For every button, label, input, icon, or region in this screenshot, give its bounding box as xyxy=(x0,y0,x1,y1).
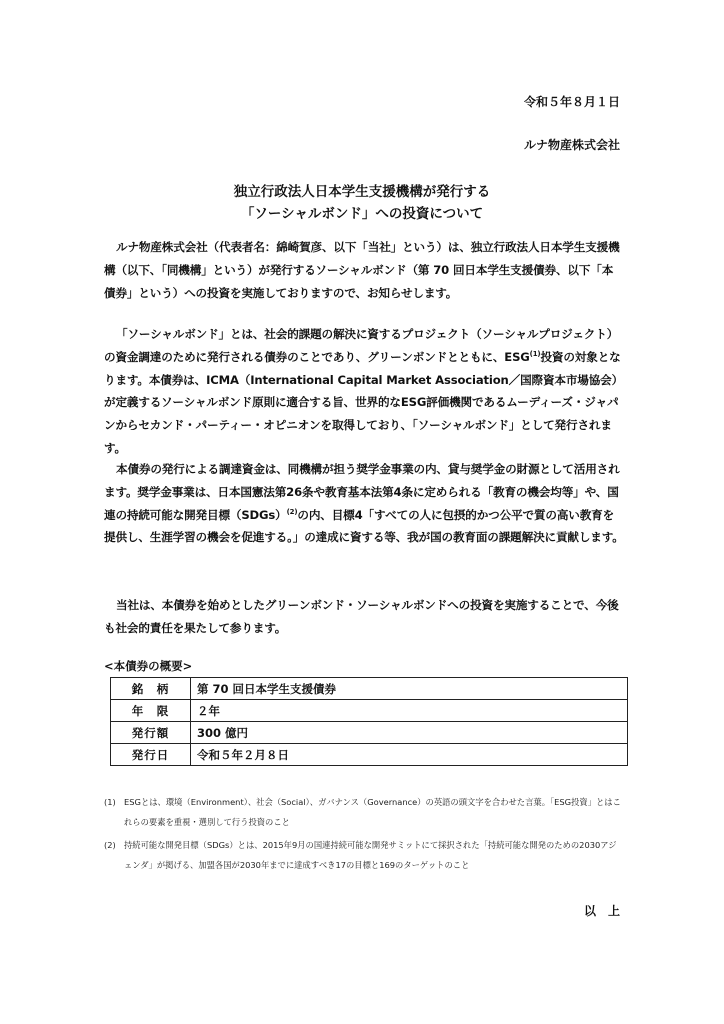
table-row xyxy=(111,700,628,722)
footnote-2 xyxy=(104,835,624,875)
paragraph-use-of-funds-text-a: 本債券の発行による調達資金は、同機構が担う奨学金事業の内、貸与奨学金の財源として活用されます。奨学金事業は、日本国憲法第26条や教育基本法第4条に定められる「教育の機会均等」や、国連の持続可能な開発目標（SDGs） xyxy=(104,462,620,522)
footnote-text: 持続可能な開発目標（SDGs）とは、2015年9月の国連持続可能な開発サミットにて採択された「持続可能な開発のための2030アジェンダ」が掲げる、加盟各国が2030年までに達成すべき17の目標と169のターゲットのこと xyxy=(124,840,617,870)
bond-overview-table xyxy=(110,677,628,766)
table-key: 年 限 xyxy=(111,700,191,722)
table-row xyxy=(111,678,628,700)
paragraph-use-of-funds-text-b: の内、目標4「すべての人に包摂的かつ公平で質の高い教育を提供し、生涯学習の機会を促進する。」の達成に資する等、我が国の教育面の課題解決に貢献します。 xyxy=(104,507,624,545)
title-line-2: 「ソーシャルボンド」への投資について xyxy=(240,206,484,222)
paragraph-social-bond-text-b: 投資の対象となります。本債券は、ICMA（International Capital Market Association／国際資本市場協会）が定義するソーシャルボンド原則に適合する旨、世界的なESG評価機関であるムーディーズ・ジャパンからセカンド・パーティー・オピニオンを取得しており、「ソーシャルボンド」として発行されます。 xyxy=(104,349,624,455)
overview-label: <本債券の概要> xyxy=(104,659,193,673)
table-value: 第 70 回日本学生支援債券 xyxy=(191,678,628,700)
table-value: 令和５年２月８日 xyxy=(191,744,628,766)
title-line-1: 独立行政法人日本学生支援機構が発行する xyxy=(233,184,491,200)
table-key: 銘 柄 xyxy=(111,678,191,700)
table-key: 発行額 xyxy=(111,722,191,744)
paragraph-use-of-funds xyxy=(104,458,624,549)
company-name: ルナ物産株式会社 xyxy=(523,138,620,152)
paragraph-closing-statement: 当社は、本債券を始めとしたグリーンボンド・ソーシャルボンドへの投資を実施することで、今後も社会的責任を果たして参ります。 xyxy=(104,598,619,635)
footnote-ref-1: (1) xyxy=(529,349,541,358)
table-value: ２年 xyxy=(191,700,628,722)
table-value: 300 億円 xyxy=(191,722,628,744)
footnote-text: ESGとは、環境（Environment）、社会（Social）、ガバナンス（Governance）の英語の頭文字を合わせた言葉。「ESG投資」とはこれらの要素を重視・選別して行う投資のこと xyxy=(124,797,621,827)
table-key: 発行日 xyxy=(111,744,191,766)
closing-mark: 以 上 xyxy=(583,904,620,918)
footnote-number: (1) xyxy=(104,797,116,807)
footnote-1 xyxy=(104,792,624,832)
table-row xyxy=(111,744,628,766)
table-row xyxy=(111,722,628,744)
paragraph-social-bond-text-a: 「ソーシャルボンド」とは、社会的課題の解決に資するプロジェクト（ソーシャルプロジェクト）の資金調達のために発行される債券のことであり、グリーンボンドとともに、ESG xyxy=(104,327,619,364)
issue-date: 令和５年８月１日 xyxy=(523,95,620,109)
paragraph-intro: ルナ物産株式会社（代表者名：綿崎賀彦、以下「当社」という）は、独立行政法人日本学生支援機構（以下、「同機構」という）が発行するソーシャルボンド（第 70 回日本学生支援債券、以下「本債券」という）への投資を実施しておりますので、お知らせします。 xyxy=(104,240,620,300)
paragraph-social-bond xyxy=(104,323,624,460)
footnote-number: (2) xyxy=(104,840,116,850)
footnote-ref-2: (2) xyxy=(286,507,298,516)
